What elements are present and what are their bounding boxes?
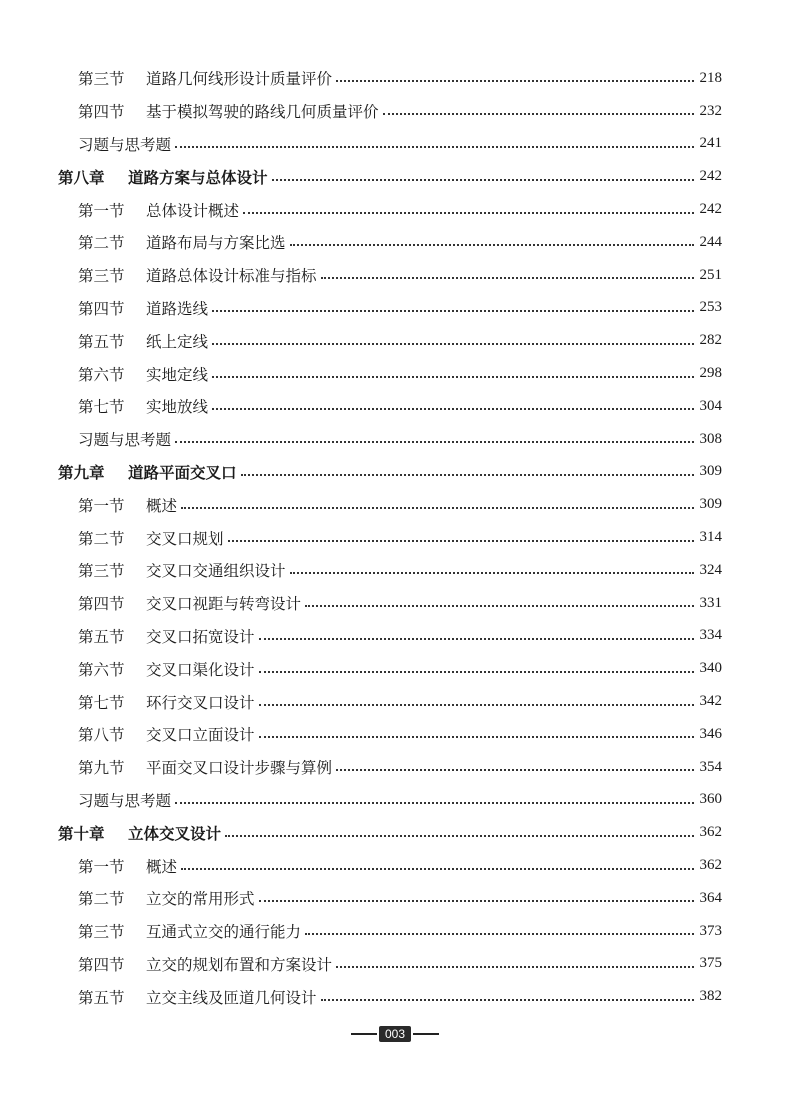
section-number: 第一节	[78, 496, 125, 515]
section-title: 实地定线	[146, 365, 209, 384]
dot-leader	[212, 376, 693, 378]
section-number: 第五节	[78, 332, 125, 351]
chapter-title: 道路平面交叉口	[128, 462, 237, 482]
page-number: 373	[699, 922, 722, 939]
footer-rule-right	[413, 1033, 439, 1035]
section-number: 第七节	[78, 693, 125, 712]
section-title: 实地放线	[146, 398, 209, 417]
section-title: 道路布局与方案比选	[146, 234, 286, 253]
toc-entry-section[interactable]	[0, 849, 790, 882]
toc-entry-section[interactable]	[0, 324, 790, 357]
section-number: 第七节	[78, 398, 125, 417]
toc-entry-section[interactable]	[0, 915, 790, 948]
toc-entry-section[interactable]	[0, 488, 790, 521]
section-number: 第一节	[78, 857, 125, 876]
page-number: 340	[699, 660, 722, 677]
section-title: 交叉口立面设计	[146, 726, 255, 745]
page-number: 242	[699, 168, 722, 185]
exercises-title: 习题与思考题	[78, 135, 172, 154]
section-number: 第一节	[78, 201, 125, 220]
page-number: 346	[699, 725, 722, 742]
page-number: 354	[699, 758, 722, 775]
chapter-number: 第九章	[58, 462, 105, 482]
toc-entry-section[interactable]	[0, 292, 790, 325]
dot-leader	[175, 441, 693, 443]
section-title: 纸上定线	[146, 332, 209, 351]
section-number: 第四节	[78, 299, 125, 318]
dot-leader	[241, 474, 694, 476]
section-title: 道路总体设计标准与指标	[146, 267, 317, 286]
toc-entry-chapter[interactable]	[0, 816, 790, 849]
dot-leader	[336, 769, 693, 771]
page-number: 242	[699, 201, 722, 218]
toc-entry-chapter[interactable]	[0, 456, 790, 489]
dot-leader	[259, 736, 694, 738]
page-number: 362	[699, 857, 722, 874]
section-title: 基于模拟驾驶的路线几何质量评价	[146, 103, 379, 122]
dot-leader	[243, 212, 693, 214]
section-number: 第六节	[78, 660, 125, 679]
toc-entry-section[interactable]	[0, 652, 790, 685]
toc-entry-section[interactable]	[0, 390, 790, 423]
toc-entry-section[interactable]	[0, 226, 790, 259]
exercises-title: 习题与思考题	[78, 791, 172, 810]
page-number: 218	[699, 69, 722, 86]
page-number: 253	[699, 299, 722, 316]
section-number: 第四节	[78, 595, 125, 614]
dot-leader	[212, 343, 693, 345]
dot-leader	[175, 802, 693, 804]
toc-entry-section[interactable]	[0, 357, 790, 390]
page-number: 362	[699, 824, 722, 841]
dot-leader	[336, 966, 693, 968]
dot-leader	[212, 408, 693, 410]
dot-leader	[321, 999, 694, 1001]
toc-entry-exercises[interactable]	[0, 784, 790, 817]
page-number: 309	[699, 463, 722, 480]
toc-entry-section[interactable]	[0, 193, 790, 226]
page-footer	[0, 1024, 790, 1044]
toc-entry-section[interactable]	[0, 751, 790, 784]
page-number: 241	[699, 135, 722, 152]
toc-entry-exercises[interactable]	[0, 423, 790, 456]
section-number: 第二节	[78, 234, 125, 253]
footer-rule-left	[351, 1033, 377, 1035]
dot-leader	[321, 277, 694, 279]
section-title: 总体设计概述	[146, 201, 240, 220]
toc-entry-section[interactable]	[0, 259, 790, 292]
toc-entry-section[interactable]	[0, 948, 790, 981]
toc-entry-section[interactable]	[0, 882, 790, 915]
section-number: 第三节	[78, 70, 125, 89]
page-number: 334	[699, 627, 722, 644]
dot-leader	[175, 146, 693, 148]
dot-leader	[305, 933, 693, 935]
section-number: 第四节	[78, 103, 125, 122]
dot-leader	[228, 540, 694, 542]
dot-leader	[259, 671, 694, 673]
page-number: 364	[699, 889, 722, 906]
exercises-title: 习题与思考题	[78, 431, 172, 450]
section-title: 立交主线及匝道几何设计	[146, 988, 317, 1007]
section-title: 立交的规划布置和方案设计	[146, 955, 333, 974]
dot-leader	[212, 310, 693, 312]
section-number: 第八节	[78, 726, 125, 745]
page-number: 298	[699, 365, 722, 382]
section-title: 立交的常用形式	[146, 890, 255, 909]
section-title: 概述	[146, 857, 178, 876]
toc-entry-section[interactable]	[0, 980, 790, 1013]
page-number: 382	[699, 988, 722, 1005]
toc-entry-section[interactable]	[0, 554, 790, 587]
section-number: 第九节	[78, 759, 125, 778]
dot-leader	[305, 605, 693, 607]
section-title: 交叉口视距与转弯设计	[146, 595, 302, 614]
toc-entry-section[interactable]	[0, 521, 790, 554]
section-number: 第二节	[78, 890, 125, 909]
section-title: 交叉口交通组织设计	[146, 562, 286, 581]
page-number: 251	[699, 266, 722, 283]
section-number: 第六节	[78, 365, 125, 384]
folio-page-number: 003	[379, 1026, 411, 1042]
page-number: 360	[699, 791, 722, 808]
page-number: 342	[699, 693, 722, 710]
dot-leader	[259, 638, 694, 640]
dot-leader	[259, 900, 694, 902]
toc-entry-section[interactable]	[0, 620, 790, 653]
toc-entry-section[interactable]	[0, 62, 790, 95]
section-number: 第五节	[78, 988, 125, 1007]
chapter-number: 第十章	[58, 823, 105, 843]
page-number: 309	[699, 496, 722, 513]
section-title: 道路选线	[146, 299, 209, 318]
dot-leader	[290, 572, 694, 574]
section-title: 道路几何线形设计质量评价	[146, 70, 333, 89]
table-of-contents	[0, 62, 790, 1013]
toc-entry-section[interactable]	[0, 718, 790, 751]
page-number: 308	[699, 430, 722, 447]
page-number: 244	[699, 233, 722, 250]
chapter-title: 立体交叉设计	[128, 823, 222, 843]
dot-leader	[225, 835, 693, 837]
page-number: 324	[699, 561, 722, 578]
section-title: 交叉口渠化设计	[146, 660, 255, 679]
section-title: 交叉口拓宽设计	[146, 627, 255, 646]
dot-leader	[181, 868, 693, 870]
dot-leader	[272, 179, 694, 181]
section-number: 第三节	[78, 562, 125, 581]
toc-entry-section[interactable]	[0, 587, 790, 620]
dot-leader	[336, 80, 693, 82]
chapter-title: 道路方案与总体设计	[128, 167, 268, 187]
dot-leader	[290, 244, 694, 246]
dot-leader	[383, 113, 694, 115]
section-title: 互通式立交的通行能力	[146, 923, 302, 942]
toc-entry-section[interactable]	[0, 685, 790, 718]
page-number: 282	[699, 332, 722, 349]
section-number: 第三节	[78, 923, 125, 942]
section-number: 第五节	[78, 627, 125, 646]
toc-entry-chapter[interactable]	[0, 160, 790, 193]
section-title: 交叉口规划	[146, 529, 224, 548]
section-title: 平面交叉口设计步骤与算例	[146, 759, 333, 778]
toc-entry-section[interactable]	[0, 95, 790, 128]
page-number: 232	[699, 102, 722, 119]
page-number: 375	[699, 955, 722, 972]
dot-leader	[181, 507, 693, 509]
section-number: 第三节	[78, 267, 125, 286]
section-number: 第四节	[78, 955, 125, 974]
chapter-number: 第八章	[58, 167, 105, 187]
page-number: 314	[699, 529, 722, 546]
section-title: 概述	[146, 496, 178, 515]
page-number: 331	[699, 594, 722, 611]
dot-leader	[259, 704, 694, 706]
toc-entry-exercises[interactable]	[0, 128, 790, 161]
section-number: 第二节	[78, 529, 125, 548]
page-number: 304	[699, 397, 722, 414]
section-title: 环行交叉口设计	[146, 693, 255, 712]
